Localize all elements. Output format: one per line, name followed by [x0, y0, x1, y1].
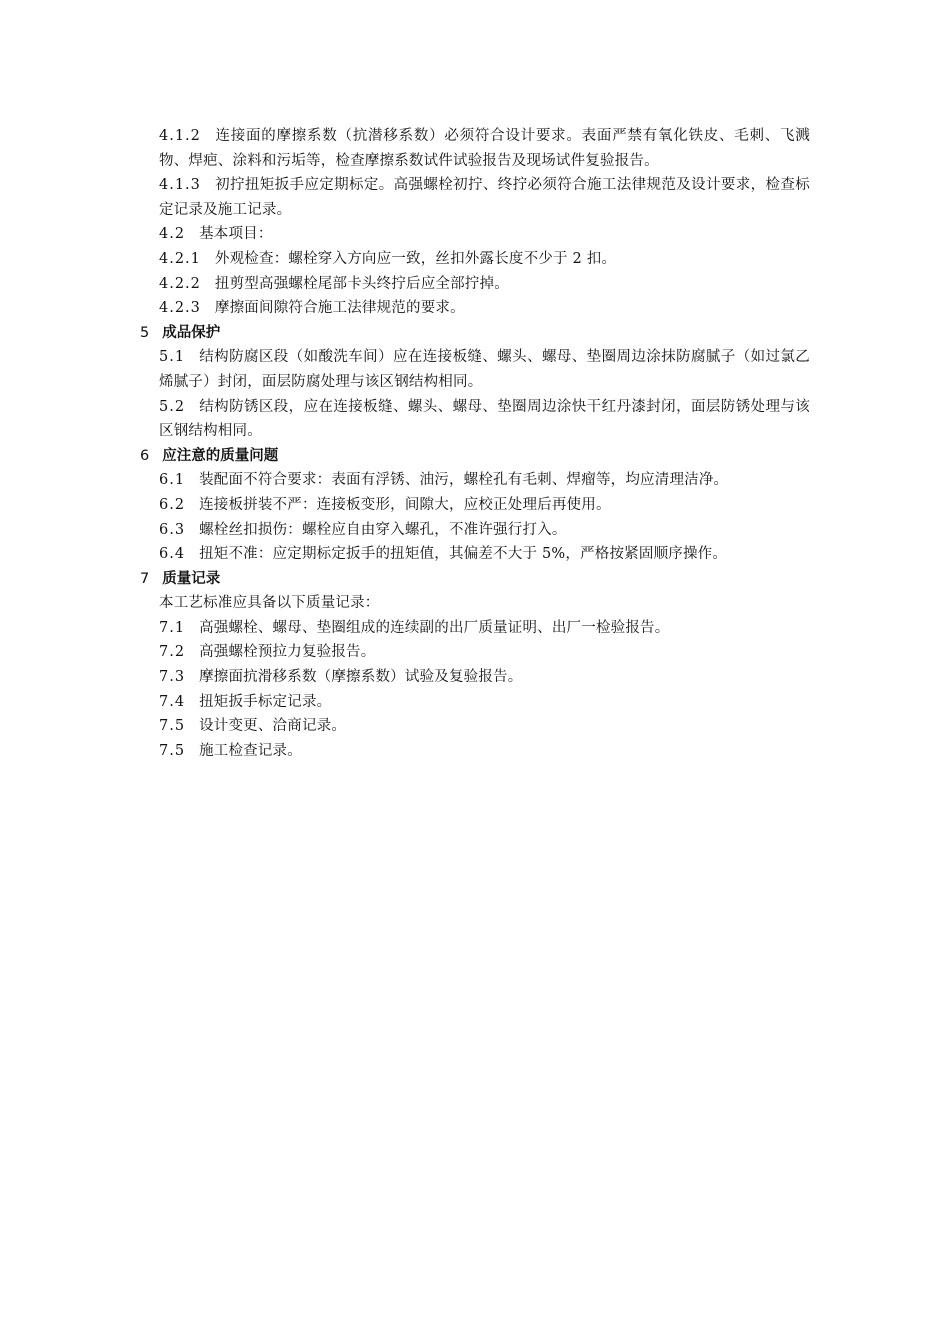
clause-6-4 — [140, 542, 810, 567]
section-number: 5 — [140, 324, 151, 341]
clause-6-3 — [140, 518, 810, 543]
clause-number: 5.2 — [159, 398, 186, 415]
clause-number: 4.2 — [159, 226, 186, 243]
document-body — [140, 124, 810, 763]
clause-text: 初拧扭矩扳手应定期标定。高强螺栓初拧、终拧必须符合施工法律规范及设计要求，检查标定记录及施工记录。 — [159, 177, 810, 218]
clause-number: 6.4 — [159, 546, 186, 563]
clause-number: 7.1 — [159, 619, 186, 636]
section-number: 6 — [140, 447, 151, 464]
clause-text: 连接板拼装不严：连接板变形，间隙大，应校正处理后再使用。 — [199, 496, 611, 513]
clause-text: 扭矩不准：应定期标定扳手的扭矩值，其偏差不大于 5%，严格按紧固顺序操作。 — [199, 546, 728, 563]
clause-text: 结构防锈区段，应在连接板缝、螺头、螺母、垫圈周边涂快干红丹漆封闭，面层防锈处理与该区钢结构相同。 — [159, 398, 810, 440]
clause-4-2-2 — [140, 272, 810, 297]
clause-4-2-3 — [140, 296, 810, 321]
clause-number: 7.2 — [159, 644, 186, 661]
clause-number: 4.2.3 — [159, 300, 201, 317]
clause-6-1 — [140, 468, 810, 493]
clause-number: 7.4 — [159, 693, 186, 710]
clause-7-2 — [140, 640, 810, 665]
clause-text: 结构防腐区段（如酸洗车间）应在连接板缝、螺头、螺母、垫圈周边涂抹防腐腻子（如过氯乙烯腻子）封闭，面层防腐处理与该区钢结构相同。 — [159, 349, 810, 390]
clause-text: 扭剪型高强螺栓尾部卡头终拧后应全部拧掉。 — [214, 275, 509, 292]
clause-number: 7.5 — [159, 718, 186, 735]
clause-number: 4.2.1 — [159, 250, 201, 267]
section-number: 7 — [140, 570, 151, 587]
clause-7-5-design-change — [140, 714, 810, 739]
section-title: 质量记录 — [162, 570, 221, 587]
clause-7-5-inspection — [140, 739, 810, 764]
clause-6-2 — [140, 493, 810, 518]
clause-number: 4.1.2 — [159, 128, 201, 144]
clause-5-1 — [140, 345, 810, 394]
clause-number: 6.2 — [159, 496, 186, 513]
section-heading-6 — [140, 444, 810, 469]
clause-text: 螺栓丝扣损伤：螺栓应自由穿入螺孔，不准许强行打入。 — [199, 521, 567, 538]
clause-number: 6.1 — [159, 472, 186, 489]
clause-7-1 — [140, 616, 810, 641]
clause-text: 基本项目： — [199, 226, 273, 243]
clause-text: 外观检查：螺栓穿入方向应一致，丝扣外露长度不少于 2 扣。 — [214, 250, 617, 267]
clause-text: 摩擦面抗滑移系数（摩擦系数）试验及复验报告。 — [199, 669, 523, 686]
section-title: 成品保护 — [162, 324, 221, 341]
clause-7-3 — [140, 665, 810, 690]
section-title: 应注意的质量问题 — [162, 447, 279, 464]
section-heading-7 — [140, 567, 810, 592]
clause-text: 设计变更、洽商记录。 — [199, 718, 347, 735]
clause-text: 装配面不符合要求：表面有浮锈、油污，螺栓孔有毛刺、焊瘤等，均应清理洁净。 — [199, 472, 729, 489]
clause-number: 4.2.2 — [159, 275, 201, 292]
clause-4-2 — [140, 222, 810, 247]
clause-number: 4.1.3 — [159, 177, 201, 194]
section-heading-5 — [140, 321, 810, 346]
clause-text: 施工检查记录。 — [199, 742, 302, 759]
clause-text: 高强螺栓、螺母、垫圈组成的连续副的出厂质量证明、出厂一检验报告。 — [199, 619, 670, 636]
clause-5-2 — [140, 395, 810, 444]
clause-4-1-3 — [140, 173, 810, 222]
clause-number: 7.5 — [159, 742, 186, 759]
section-7-intro: 本工艺标准应具备以下质量记录： — [159, 595, 380, 612]
clause-text: 高强螺栓预拉力复验报告。 — [199, 644, 376, 661]
clause-number: 7.3 — [159, 669, 186, 686]
clause-text: 摩擦面间隙符合施工法律规范的要求。 — [214, 300, 465, 317]
clause-number: 5.1 — [159, 349, 186, 366]
clause-4-1-2 — [140, 124, 810, 173]
clause-text: 扭矩扳手标定记录。 — [199, 693, 332, 710]
clause-text: 连接面的摩擦系数（抗潜移系数）必须符合设计要求。表面严禁有氧化铁皮、毛刺、飞溅物、焊疤、涂料和污垢等，检查摩擦系数试件试验报告及现场试件复验报告。 — [159, 128, 810, 169]
clause-number: 6.3 — [159, 521, 186, 538]
clause-4-2-1 — [140, 247, 810, 272]
clause-7-4 — [140, 690, 810, 715]
